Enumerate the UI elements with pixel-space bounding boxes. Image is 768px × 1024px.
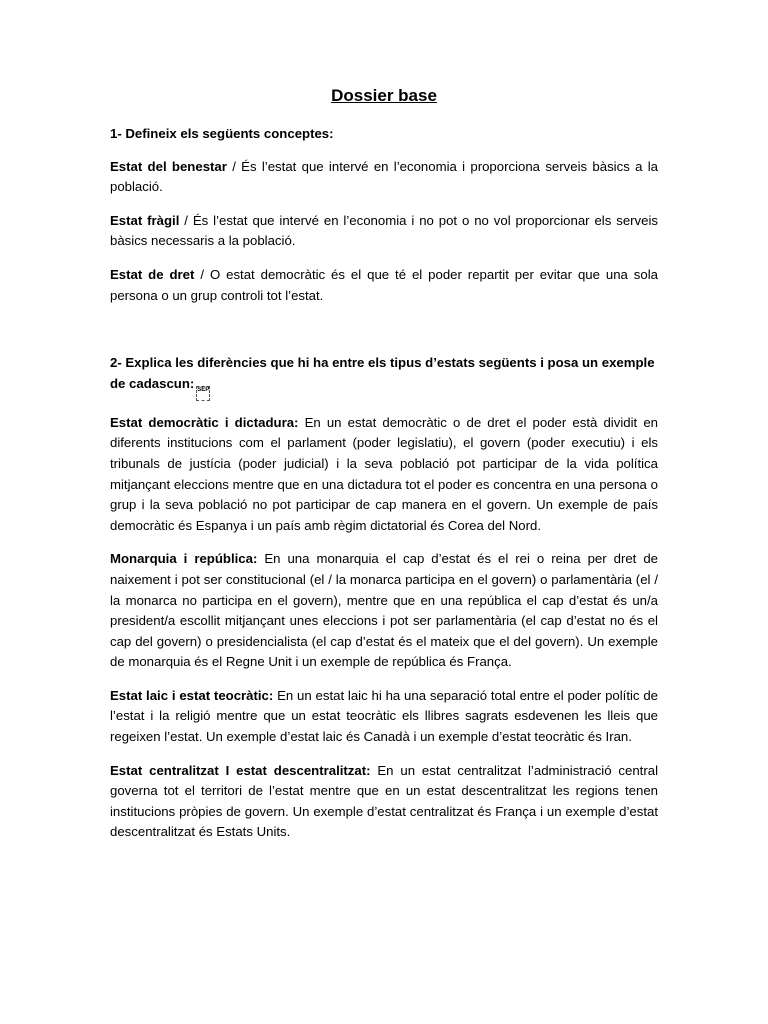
definition-text: O estat democràtic és el que té el poder repartit per evitar que una sola persona o un grup controli tot l’estat. — [110, 266, 658, 303]
definition-separator: / — [194, 266, 210, 282]
page-title: Dossier base — [331, 86, 437, 105]
comparison-term: Estat centralitzat I estat descentralitzat: — [110, 762, 371, 778]
definition-term: Estat de dret — [110, 266, 195, 282]
comparison-monarquia-republica — [110, 549, 658, 673]
definition-separator: / — [226, 158, 242, 174]
definition-separator: / — [179, 212, 193, 228]
definition-text: És l’estat que intervé en l’economia i no pot o no vol proporcionar els serveis bàsics necessaris a la població. — [110, 212, 659, 249]
section-spacer — [110, 319, 658, 353]
definition-text: És l’estat que intervé en l’economia i proporciona serveis bàsics a la població. — [110, 158, 658, 195]
section1-heading: 1- Defineix els següents conceptes: — [110, 126, 334, 141]
section2-heading — [110, 353, 658, 401]
definition-estat-fragil — [110, 211, 658, 252]
comparison-laic-teocratic — [110, 686, 658, 748]
comparison-term: Estat democràtic i dictadura: — [110, 414, 299, 430]
comparison-text: En un estat centralitzat l’administració central governa tot el territori de l’estat mentre que en un estat descentralitzat les regions tenen institucions pròpies de govern. Un exemple d’estat centralitzat és França i un exemple d’estat descentralitzat és Estats Units. — [110, 762, 658, 840]
comparison-term: Estat laic i estat teocràtic: — [110, 687, 274, 703]
comparison-term: Monarquia i república: — [110, 551, 258, 567]
definition-estat-de-dret — [110, 265, 658, 306]
definition-term: Estat del benestar — [110, 158, 227, 174]
comparison-text: En una monarquia el cap d’estat és el rei o reina per dret de naixement i pot ser constitucional (el / la monarca participa en el govern) o parlamentària (el / la monarca no participa en el govern), mentre que en una república el cap d’estat és un/a president/a escollit mitjançant unes eleccions i pot ser parlamentària (el cap d’estat no és el cap del govern) o presidencialista (el cap d’estat és el mateix que el del govern). Un exemple de monarquia és el Regne Unit i un exemple de república és França. — [110, 551, 658, 670]
comparison-text: En un estat democràtic o de dret el poder està dividit en diferents institucions com el parlament (poder legislatiu), el govern (poder executiu) i els tribunals de justícia (poder judicial) i la seva població pot participar de la vida política mitjançant eleccions mentre que en una dictadura tot el poder es concentra en una persona o grup i la seva població no pot participar de cap manera en el govern. Un exemple de país democràtic és Espanya i un país amb règim dictatorial és Corea del Nord. — [110, 414, 658, 533]
comparison-centralitzat-descentralitzat — [110, 761, 658, 843]
separator-glyph-icon: SEP — [196, 386, 210, 401]
definition-estat-del-benestar — [110, 157, 658, 198]
definition-term: Estat fràgil — [110, 212, 180, 228]
comparison-text: En un estat laic hi ha una separació total entre el poder polític de l’estat i la religió mentre que un estat teocràtic els llibres sagrats esdevenen les lleis que regeixen l’estat. Un exemple d’estat laic és Canadà i un exemple d’estat teocràtic és Iran. — [110, 687, 658, 745]
section2-heading-text: 2- Explica les diferències que hi ha entre els tipus d’estats següents i posa un exemple de cadascun: — [110, 355, 655, 391]
comparison-democracia-dictadura — [110, 413, 658, 537]
